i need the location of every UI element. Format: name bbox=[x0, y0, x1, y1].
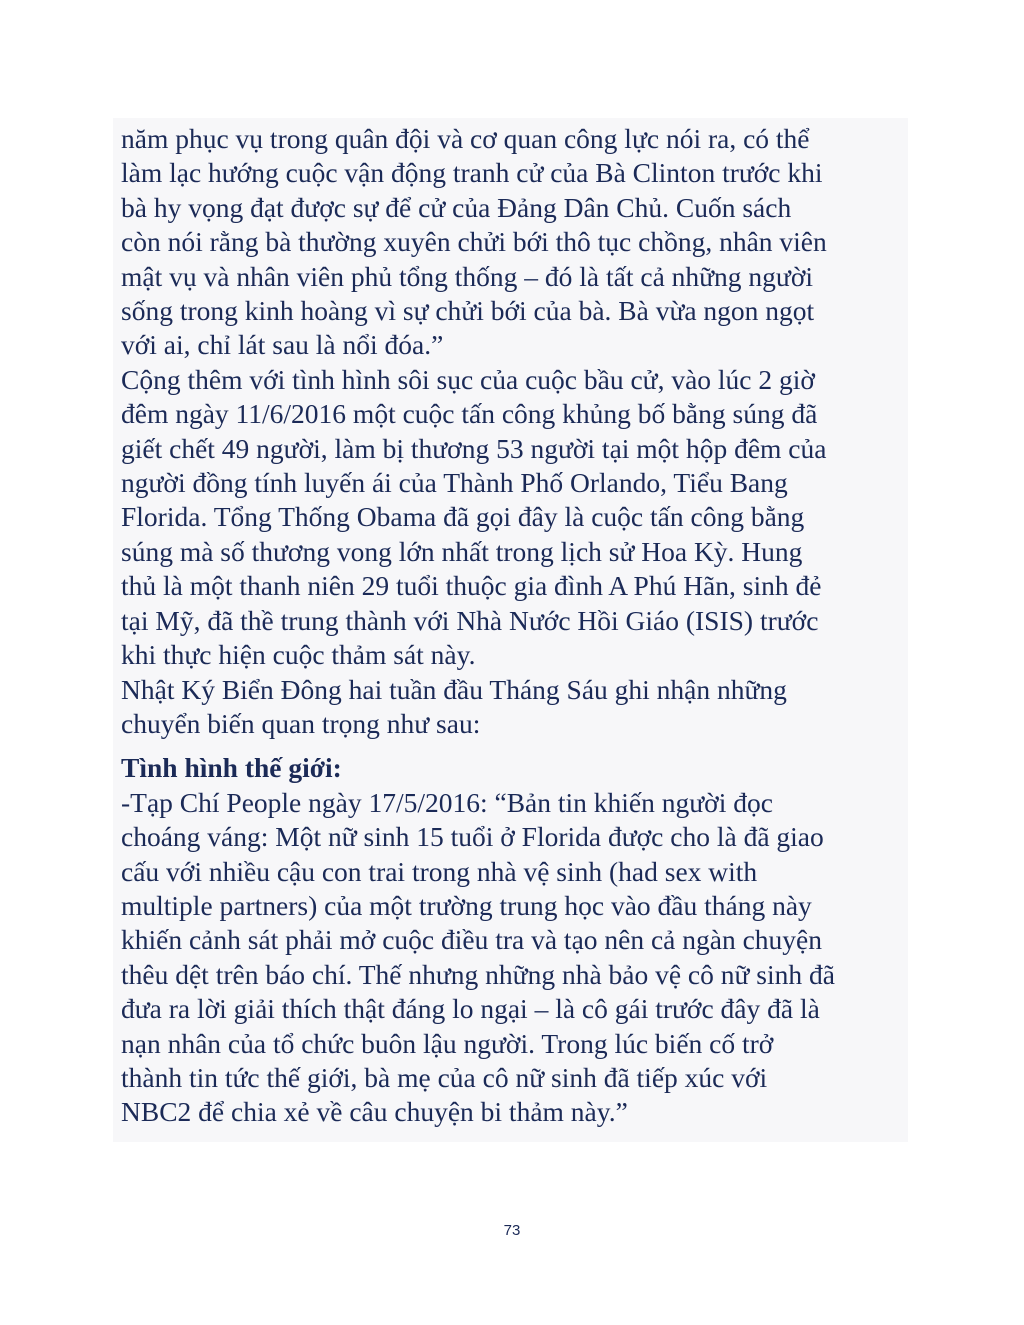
text-line: thủ là một thanh niên 29 tuổi thuộc gia đình A Phú Hãn, sinh đẻ bbox=[121, 570, 822, 602]
paragraph-2 bbox=[121, 363, 908, 673]
section-heading: Tình hình thế giới: bbox=[121, 752, 342, 784]
text-line: giết chết 49 người, làm bị thương 53 người tại một hộp đêm của bbox=[121, 432, 827, 464]
text-line: người đồng tính luyến ái của Thành Phố Orlando, Tiểu Bang bbox=[121, 467, 788, 499]
text-line: multiple partners) của một trường trung học vào đầu tháng này bbox=[121, 889, 812, 921]
text-line: năm phục vụ trong quân đội và cơ quan công lực nói ra, có thể bbox=[121, 123, 810, 154]
text-line: Nhật Ký Biển Đông hai tuần đầu Tháng Sáu ghi nhận những bbox=[121, 673, 787, 705]
text-line: còn nói rằng bà thường xuyên chửi bới thô tục chồng, nhân viên bbox=[121, 226, 827, 258]
text-line: khi thực hiện cuộc thảm sát này. bbox=[121, 639, 476, 671]
text-line: đưa ra lời giải thích thật đáng lo ngại – là cô gái trước đây đã là bbox=[121, 993, 820, 1025]
page-number: 73 bbox=[503, 1222, 521, 1239]
text-line: tại Mỹ, đã thề trung thành với Nhà Nước Hồi Giáo (ISIS) trước bbox=[121, 604, 819, 636]
text-line: Cộng thêm với tình hình sôi sục của cuộc bầu cử, vào lúc 2 giờ bbox=[121, 363, 815, 395]
text-line: bà hy vọng đạt được sự để cử của Đảng Dân Chủ. Cuốn sách bbox=[121, 191, 792, 223]
text-line: cấu với nhiều cậu con trai trong nhà vệ sinh (had sex with bbox=[121, 855, 758, 887]
text-line: thêu dệt trên báo chí. Thế nhưng những nhà bảo vệ cô nữ sinh đã bbox=[121, 958, 835, 990]
text-line: Florida. Tổng Thống Obama đã gọi đây là cuộc tấn công bằng bbox=[121, 501, 805, 533]
text-line: khiến cảnh sát phải mở cuộc điều tra và tạo nên cả ngàn chuyện bbox=[121, 924, 823, 956]
text-line: làm lạc hướng cuộc vận động tranh cử của Bà Clinton trước khi bbox=[121, 157, 823, 189]
text-line: thành tin tức thế giới, bà mẹ của cô nữ sinh đã tiếp xúc với bbox=[121, 1061, 768, 1093]
body-text-block bbox=[113, 118, 908, 1142]
text-line: đêm ngày 11/6/2016 một cuộc tấn công khủng bố bằng súng đã bbox=[121, 398, 818, 430]
paragraph-1 bbox=[121, 122, 908, 363]
text-line: chuyển biến quan trọng như sau: bbox=[121, 707, 481, 739]
text-line: -Tạp Chí People ngày 17/5/2016: “Bản tin khiến người đọc bbox=[121, 786, 773, 818]
text-line: nạn nhân của tổ chức buôn lậu người. Trong lúc biến cố trở bbox=[121, 1027, 774, 1059]
text-line: súng mà số thương vong lớn nhất trong lịch sử Hoa Kỳ. Hung bbox=[121, 535, 803, 567]
text-line: NBC2 để chia xẻ về câu chuyện bi thảm này.” bbox=[121, 1096, 628, 1128]
text-line: choáng váng: Một nữ sinh 15 tuổi ở Florida được cho là đã giao bbox=[121, 821, 824, 853]
text-line: với ai, chỉ lát sau là nổi đóa.” bbox=[121, 329, 444, 361]
text-line: mật vụ và nhân viên phủ tổng thống – đó là tất cả những người bbox=[121, 260, 814, 292]
paragraph-4 bbox=[121, 786, 908, 1130]
text-line: sống trong kinh hoàng vì sự chửi bới của bà. Bà vừa ngon ngọt bbox=[121, 295, 815, 327]
paragraph-3 bbox=[121, 673, 908, 742]
